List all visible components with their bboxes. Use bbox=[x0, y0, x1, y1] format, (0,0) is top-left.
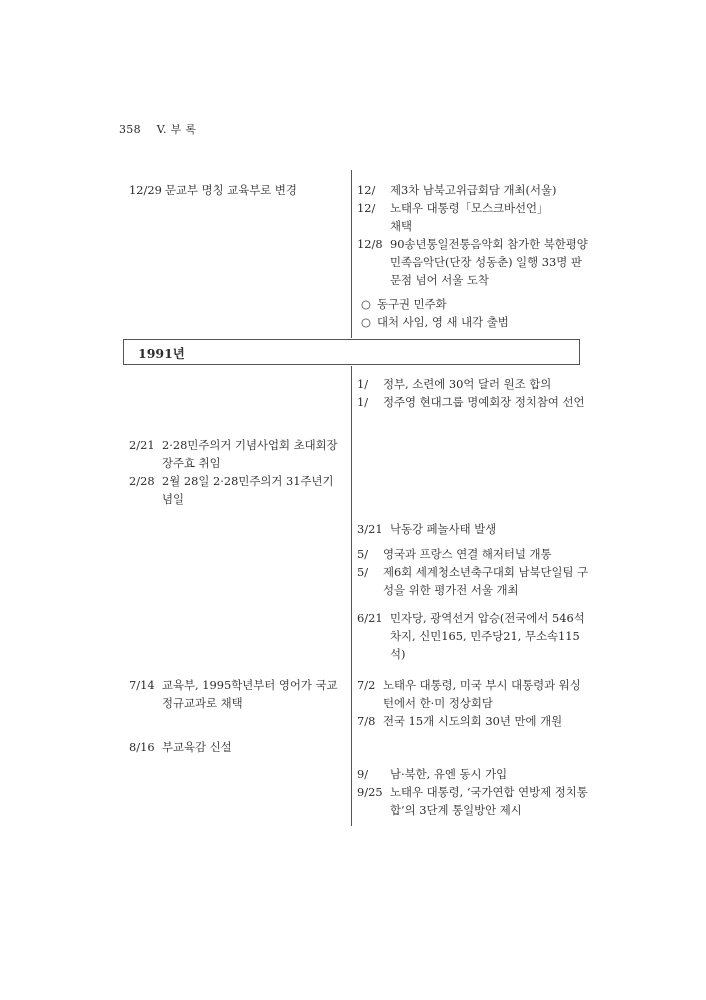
timeline-entry bbox=[129, 181, 341, 199]
entry-text: 남·북한, 유엔 동시 가입 bbox=[390, 767, 508, 781]
entry-text: 전국 15개 시도의회 30년 만에 개원 bbox=[383, 714, 563, 728]
timeline-entry bbox=[357, 313, 589, 331]
entry-date: 9/ bbox=[357, 767, 369, 781]
entry-text: 노태우 대통령, 미국 부시 대통령과 워싱턴에서 한·미 정상회담 bbox=[383, 678, 581, 710]
timeline-entry bbox=[357, 199, 589, 235]
timeline-entry bbox=[357, 783, 589, 819]
right-entry-block-5 bbox=[357, 676, 589, 730]
entry-text: 영국과 프랑스 연결 해저터널 개통 bbox=[383, 547, 552, 561]
right-entry-block-3 bbox=[357, 545, 589, 599]
right-entry-block-6 bbox=[357, 765, 589, 819]
entry-date: 12/29 bbox=[129, 183, 162, 197]
entry-text: 교육부, 1995학년부터 영어가 국교 정규교과로 채택 bbox=[162, 678, 338, 710]
page-header bbox=[119, 121, 196, 137]
timeline-entry bbox=[357, 181, 589, 199]
entry-date: 6/21 bbox=[357, 611, 383, 625]
bullet-icon: ○ bbox=[361, 315, 371, 329]
section-title: V. 부 록 bbox=[156, 123, 197, 136]
timeline-entry bbox=[129, 738, 341, 756]
bullet-icon: ○ bbox=[361, 297, 371, 311]
timeline-entry bbox=[129, 436, 341, 472]
timeline-entry bbox=[357, 676, 589, 712]
entry-date: 1/ bbox=[357, 395, 369, 409]
left-entry-block-2 bbox=[129, 676, 341, 712]
timeline-entry bbox=[357, 563, 589, 599]
entry-text: 부교육감 신설 bbox=[162, 740, 232, 754]
year-heading-box bbox=[123, 339, 580, 365]
entry-date: 1/ bbox=[357, 377, 369, 391]
entry-text: 제6회 세계청소년축구대회 남북단일팀 구성을 위한 평가전 서울 개최 bbox=[383, 565, 589, 597]
timeline-entry bbox=[357, 295, 589, 313]
entry-text: 노태우 대통령「모스크바선언」채택 bbox=[390, 201, 549, 233]
left-entry-block-3 bbox=[129, 738, 341, 756]
entry-date: 2/28 bbox=[129, 474, 155, 488]
entry-text: 대처 사임, 영 새 내각 출범 bbox=[377, 315, 509, 329]
timeline-entry bbox=[357, 712, 589, 730]
entry-text: 2·28민주의거 기념사업회 초대회장 장주효 취임 bbox=[162, 438, 338, 470]
timeline-entry bbox=[357, 520, 589, 538]
timeline-entry bbox=[357, 765, 589, 783]
entry-date: 8/16 bbox=[129, 740, 155, 754]
page-number: 358 bbox=[119, 123, 141, 136]
entry-date: 7/8 bbox=[357, 714, 376, 728]
column-divider-1990 bbox=[351, 170, 352, 338]
year-heading: 1991년 bbox=[138, 346, 185, 361]
right-entry-block-2 bbox=[357, 520, 589, 538]
entry-text: 90송년통일전통음악회 참가한 북한평양민족음악단(단장 성동춘) 일행 33명 판문점 넘어 서울 도착 bbox=[390, 237, 588, 287]
timeline-entry bbox=[129, 676, 341, 712]
entry-text: 제3차 남북고위급회담 개최(서울) bbox=[390, 183, 557, 197]
column-divider-1991 bbox=[351, 366, 352, 826]
left-entry-block-1 bbox=[129, 436, 341, 508]
entry-date: 3/21 bbox=[357, 522, 383, 536]
timeline-entry bbox=[357, 235, 589, 289]
timeline-entry bbox=[357, 545, 589, 563]
entry-date: 2/21 bbox=[129, 438, 155, 452]
entry-text: 동구권 민주화 bbox=[377, 297, 447, 311]
entry-date: 7/2 bbox=[357, 678, 376, 692]
right-entry-block-4 bbox=[357, 609, 589, 663]
timeline-entry bbox=[129, 472, 341, 508]
left-column-1990 bbox=[129, 181, 341, 199]
entry-date: 7/14 bbox=[129, 678, 155, 692]
right-entry-block-1 bbox=[357, 375, 589, 411]
entry-text: 정주영 현대그룹 명예회장 정치참여 선언 bbox=[383, 395, 585, 409]
timeline-entry bbox=[357, 393, 589, 411]
entry-date: 12/ bbox=[357, 183, 376, 197]
timeline-entry bbox=[357, 609, 589, 663]
timeline-entry bbox=[357, 375, 589, 393]
entry-date: 9/25 bbox=[357, 785, 383, 799]
entry-text: 문교부 명칭 교육부로 변경 bbox=[165, 183, 297, 197]
entry-text: 정부, 소련에 30억 달러 원조 합의 bbox=[383, 377, 552, 391]
entry-text: 민자당, 광역선거 압승(전국에서 546석 차지, 신민165, 민주당21, 무소속115석) bbox=[390, 611, 585, 661]
entry-date: 12/8 bbox=[357, 237, 383, 251]
entry-text: 노태우 대통령, ‘국가연합 연방제 정치통합’의 3단계 통일방안 제시 bbox=[390, 785, 588, 817]
right-column-1990 bbox=[357, 181, 589, 331]
entry-date: 12/ bbox=[357, 201, 376, 215]
entry-date: 5/ bbox=[357, 565, 369, 579]
entry-date: 5/ bbox=[357, 547, 369, 561]
entry-text: 낙동강 페놀사태 발생 bbox=[390, 522, 497, 536]
entry-text: 2월 28일 2·28민주의거 31주년기념일 bbox=[162, 474, 334, 506]
